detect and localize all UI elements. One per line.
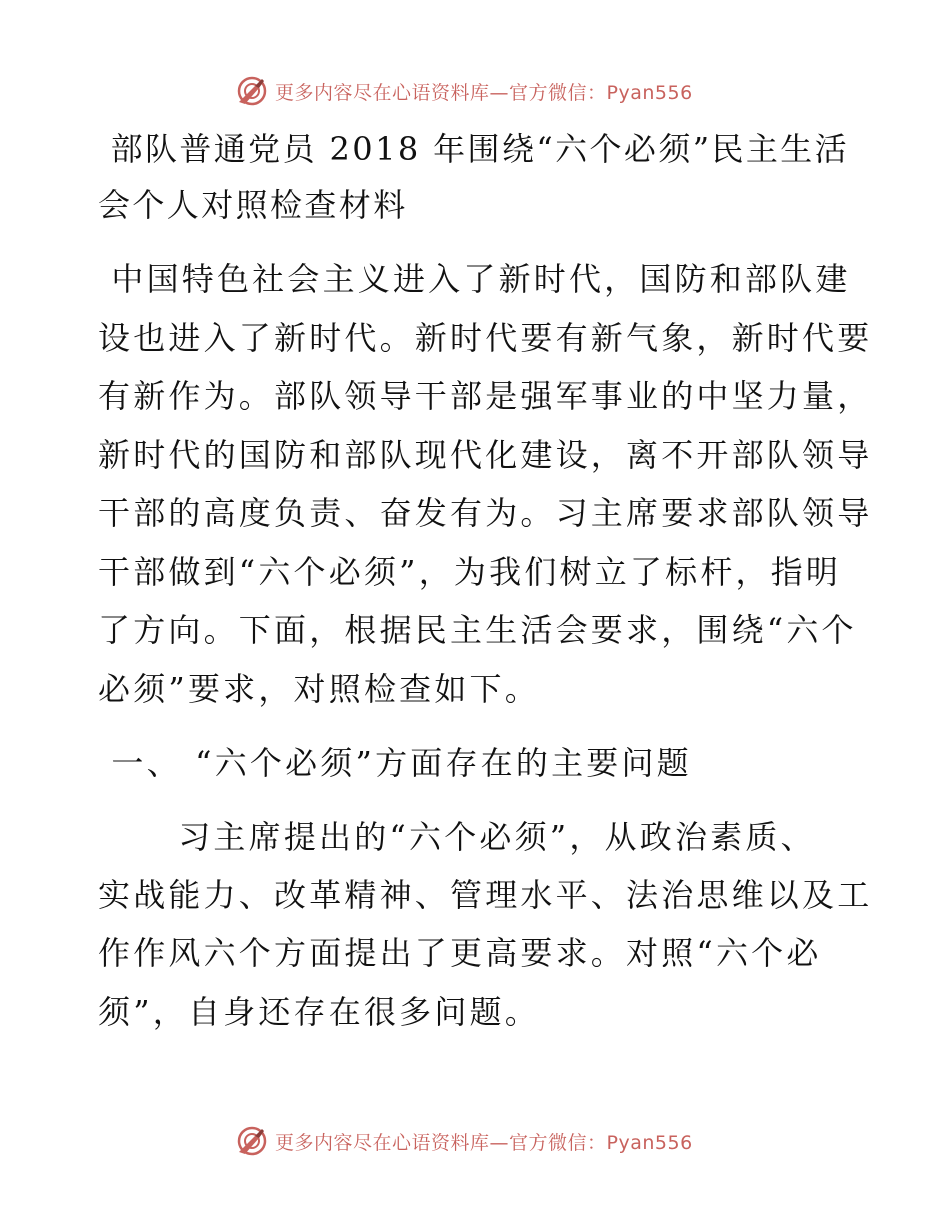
paragraph-1-line: 必须”要求，对照检查如下。 — [98, 670, 540, 708]
watermark-logo-icon — [235, 74, 269, 108]
watermark-text: 更多内容尽在心语资料库—官方微信：Pyan556 — [275, 1131, 693, 1154]
paragraph-1-line: 有新作为。部队领导干部是强军事业的中坚力量， — [98, 377, 873, 415]
paragraph-1-line: 中国特色社会主义进入了新时代，国防和部队建 — [98, 260, 851, 298]
watermark-footer — [235, 1121, 693, 1161]
watermark-logo-icon — [235, 1124, 269, 1158]
paragraph-2-line: 实战能力、改革精神、管理水平、法治思维以及工 — [98, 876, 873, 914]
watermark-text: 更多内容尽在心语资料库—官方微信：Pyan556 — [275, 81, 693, 104]
paragraph-1-line: 干部的高度负责、奋发有为。习主席要求部队领导 — [98, 494, 873, 532]
document-title-line-2: 会个人对照检查材料 — [98, 186, 408, 224]
watermark-wechat-id: Pyan556 — [606, 81, 693, 104]
paragraph-2-line: 须”，自身还存在很多问题。 — [98, 993, 540, 1031]
paragraph-1-line: 了方向。下面，根据民主生活会要求，围绕“六个 — [98, 611, 857, 649]
paragraph-2-line: 作作风六个方面提出了更高要求。对照“六个必 — [98, 934, 822, 972]
paragraph-2-line: 习主席提出的“六个必须”，从政治素质、 — [98, 818, 816, 856]
watermark-wechat-id: Pyan556 — [606, 1131, 693, 1154]
watermark-header — [235, 71, 693, 111]
paragraph-1-line: 干部做到“六个必须”，为我们树立了标杆，指明 — [98, 553, 842, 591]
paragraph-1-line: 设也进入了新时代。新时代要有新气象，新时代要 — [98, 319, 873, 357]
section-1-heading: 一、 “六个必须”方面存在的主要问题 — [98, 744, 692, 782]
paragraph-1-line: 新时代的国防和部队现代化建设，离不开部队领导 — [98, 436, 873, 474]
document-title-line-1: 部队普通党员 2018 年围绕“六个必须”民主生活 — [98, 130, 850, 168]
